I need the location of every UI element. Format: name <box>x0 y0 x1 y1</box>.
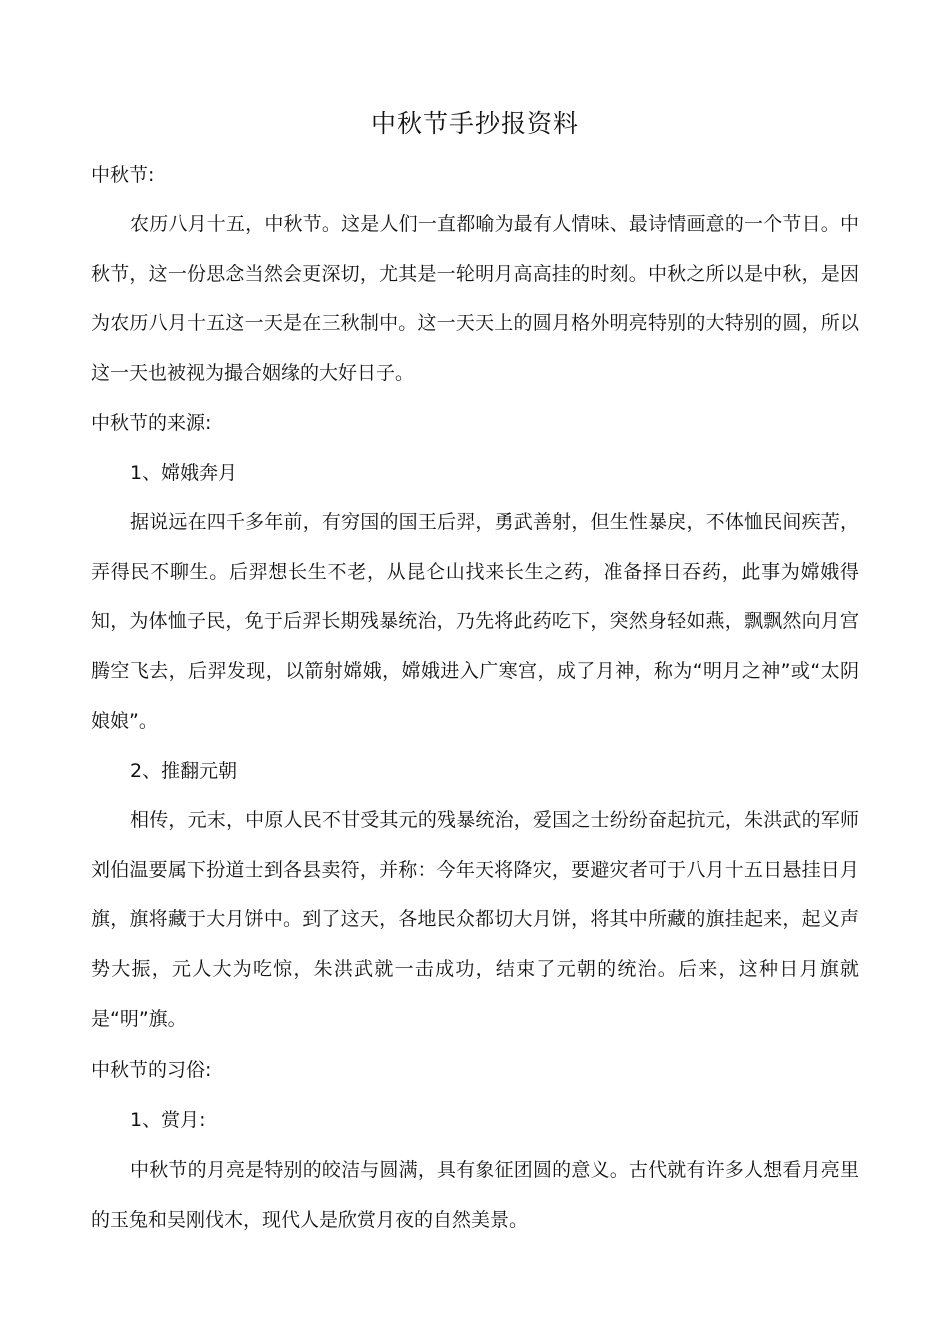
origin-heading: 中秋节的来源: <box>91 412 212 434</box>
origin-2-title: 2、推翻元朝 <box>130 760 238 782</box>
custom-1-paragraph: 中秋节的月亮是特别的皎洁与圆满，具有象征团圆的意义。古代就有许多人想看月亮里的玉兔和吴刚伐木，现代人是欣赏月夜的自然美景。 <box>91 1159 859 1231</box>
origin-1-title: 1、嫦娥奔月 <box>130 462 238 484</box>
page-title: 中秋节手抄报资料 <box>370 109 579 138</box>
intro-heading: 中秋节: <box>91 164 155 186</box>
custom-heading: 中秋节的习俗: <box>91 1059 212 1081</box>
origin-1-paragraph: 据说远在四千多年前，有穷国的国王后羿，勇武善射，但生性暴戾，不体恤民间疾苦，弄得民不聊生。后羿想长生不老，从昆仑山找来长生之药，准备择日吞药，此事为嫦娥得知，为体恤子民，免于后羿长期残暴统治，乃先将此药吃下，突然身轻如燕，飘飘然向月宫腾空飞去，后羿发现，以箭射嫦娥，嫦娥进入广寒宫，成了月神，称为“明月之神”或“太阴娘娘”。 <box>91 511 859 732</box>
custom-1-title: 1、赏月: <box>130 1109 206 1131</box>
origin-2-paragraph: 相传，元末，中原人民不甘受其元的残暴统治，爱国之士纷纷奋起抗元，朱洪武的军师刘伯温要属下扮道士到各县卖符，并称：今年天将降灾，要避灾者可于八月十五日悬挂日月旗，旗将藏于大月饼中。到了这天，各地民众都切大月饼，将其中所藏的旗挂起来，起义声势大振，元人大为吃惊，朱洪武就一击成功，结束了元朝的统治。后来，这种日月旗就是“明”旗。 <box>91 809 859 1030</box>
intro-paragraph: 农历八月十五，中秋节。这是人们一直都喻为最有人情味、最诗情画意的一个节日。中秋节，这一份思念当然会更深切，尤其是一轮明月高高挂的时刻。中秋之所以是中秋，是因为农历八月十五这一天是在三秋制中。这一天天上的圆月格外明亮特别的大特别的圆，所以这一天也被视为撮合姻缘的大好日子。 <box>91 213 859 385</box>
